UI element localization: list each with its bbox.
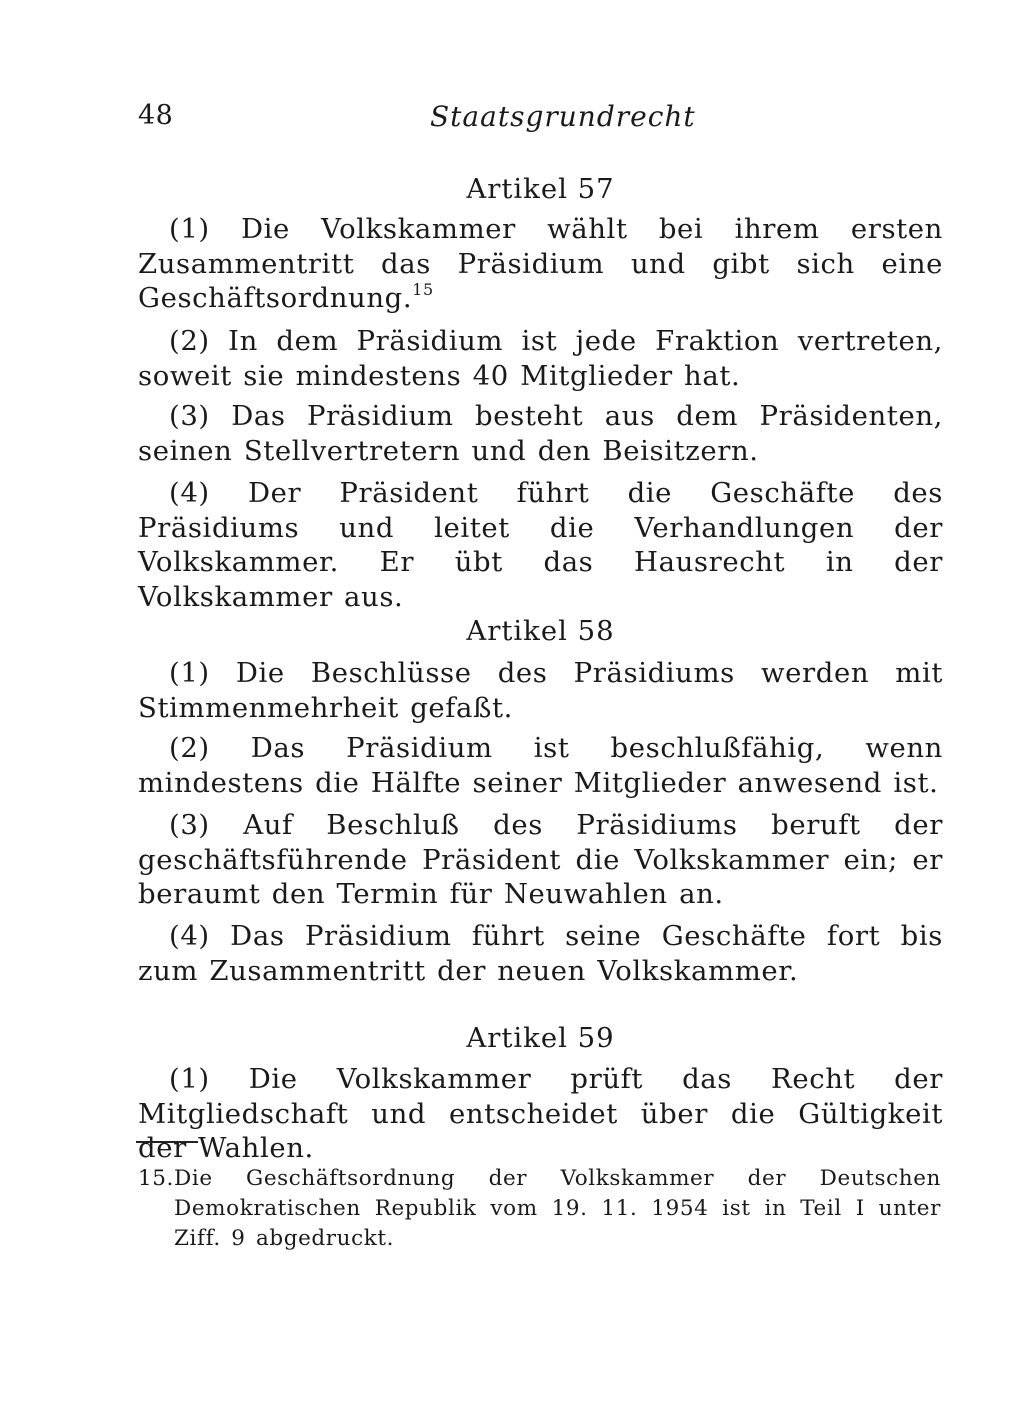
footnote-number: 15. xyxy=(138,1166,174,1191)
running-title: Staatsgrundrecht xyxy=(430,100,696,133)
article-paragraph: (3) Auf Beschluß des Präsidiums beruft der geschäftsführende Präsident die Volkskammer ein; er beraumt den Termin für Neuwahlen an. xyxy=(138,809,943,910)
article-paragraph: (1) Die Beschlüsse des Präsidiums werden mit Stimmenmehrheit gefaßt. xyxy=(138,657,943,724)
page-number: 48 xyxy=(138,100,174,131)
article-paragraph xyxy=(138,212,943,316)
article-paragraph: (4) Das Präsidium führt seine Geschäfte fort bis zum Zusammentritt der neuen Volkskammer. xyxy=(138,920,943,987)
article-paragraph: (4) Der Präsident führt die Geschäfte des Präsidiums und leitet die Verhandlungen der Volkskammer. Er übt das Hausrecht in der Volkskammer aus. xyxy=(138,477,943,613)
article-heading: Artikel 57 xyxy=(466,173,615,205)
footnote-reference: 15 xyxy=(412,280,434,299)
footnote-text: Die Geschäftsordnung der Volkskammer der Deutschen Demokratischen Republik vom 19. 11. 1954 ist in Teil I unter Ziff. 9 abgedruckt. xyxy=(174,1166,941,1251)
article-paragraph: (2) Das Präsidium ist beschlußfähig, wenn mindestens die Hälfte seiner Mitglieder anwesend ist. xyxy=(138,732,943,799)
article-paragraph: (2) In dem Präsidium ist jede Fraktion vertreten, soweit sie mindestens 40 Mitglieder hat. xyxy=(138,325,943,392)
footnote-divider xyxy=(136,1141,198,1143)
running-head xyxy=(138,100,950,140)
paragraph-text: (1) Die Volkskammer wählt bei ihrem ersten Zusammentritt das Präsidium und gibt sich eine Geschäftsordnung. xyxy=(138,213,943,314)
article-paragraph: (1) Die Volkskammer prüft das Recht der Mitgliedschaft und entscheidet über die Gültigkeit der Wahlen. xyxy=(138,1063,943,1164)
article-heading: Artikel 58 xyxy=(466,615,615,647)
footnote xyxy=(138,1164,941,1254)
article-paragraph: (3) Das Präsidium besteht aus dem Präsidenten, seinen Stellvertretern und den Beisitzern. xyxy=(138,400,943,467)
article-heading: Artikel 59 xyxy=(466,1022,615,1054)
